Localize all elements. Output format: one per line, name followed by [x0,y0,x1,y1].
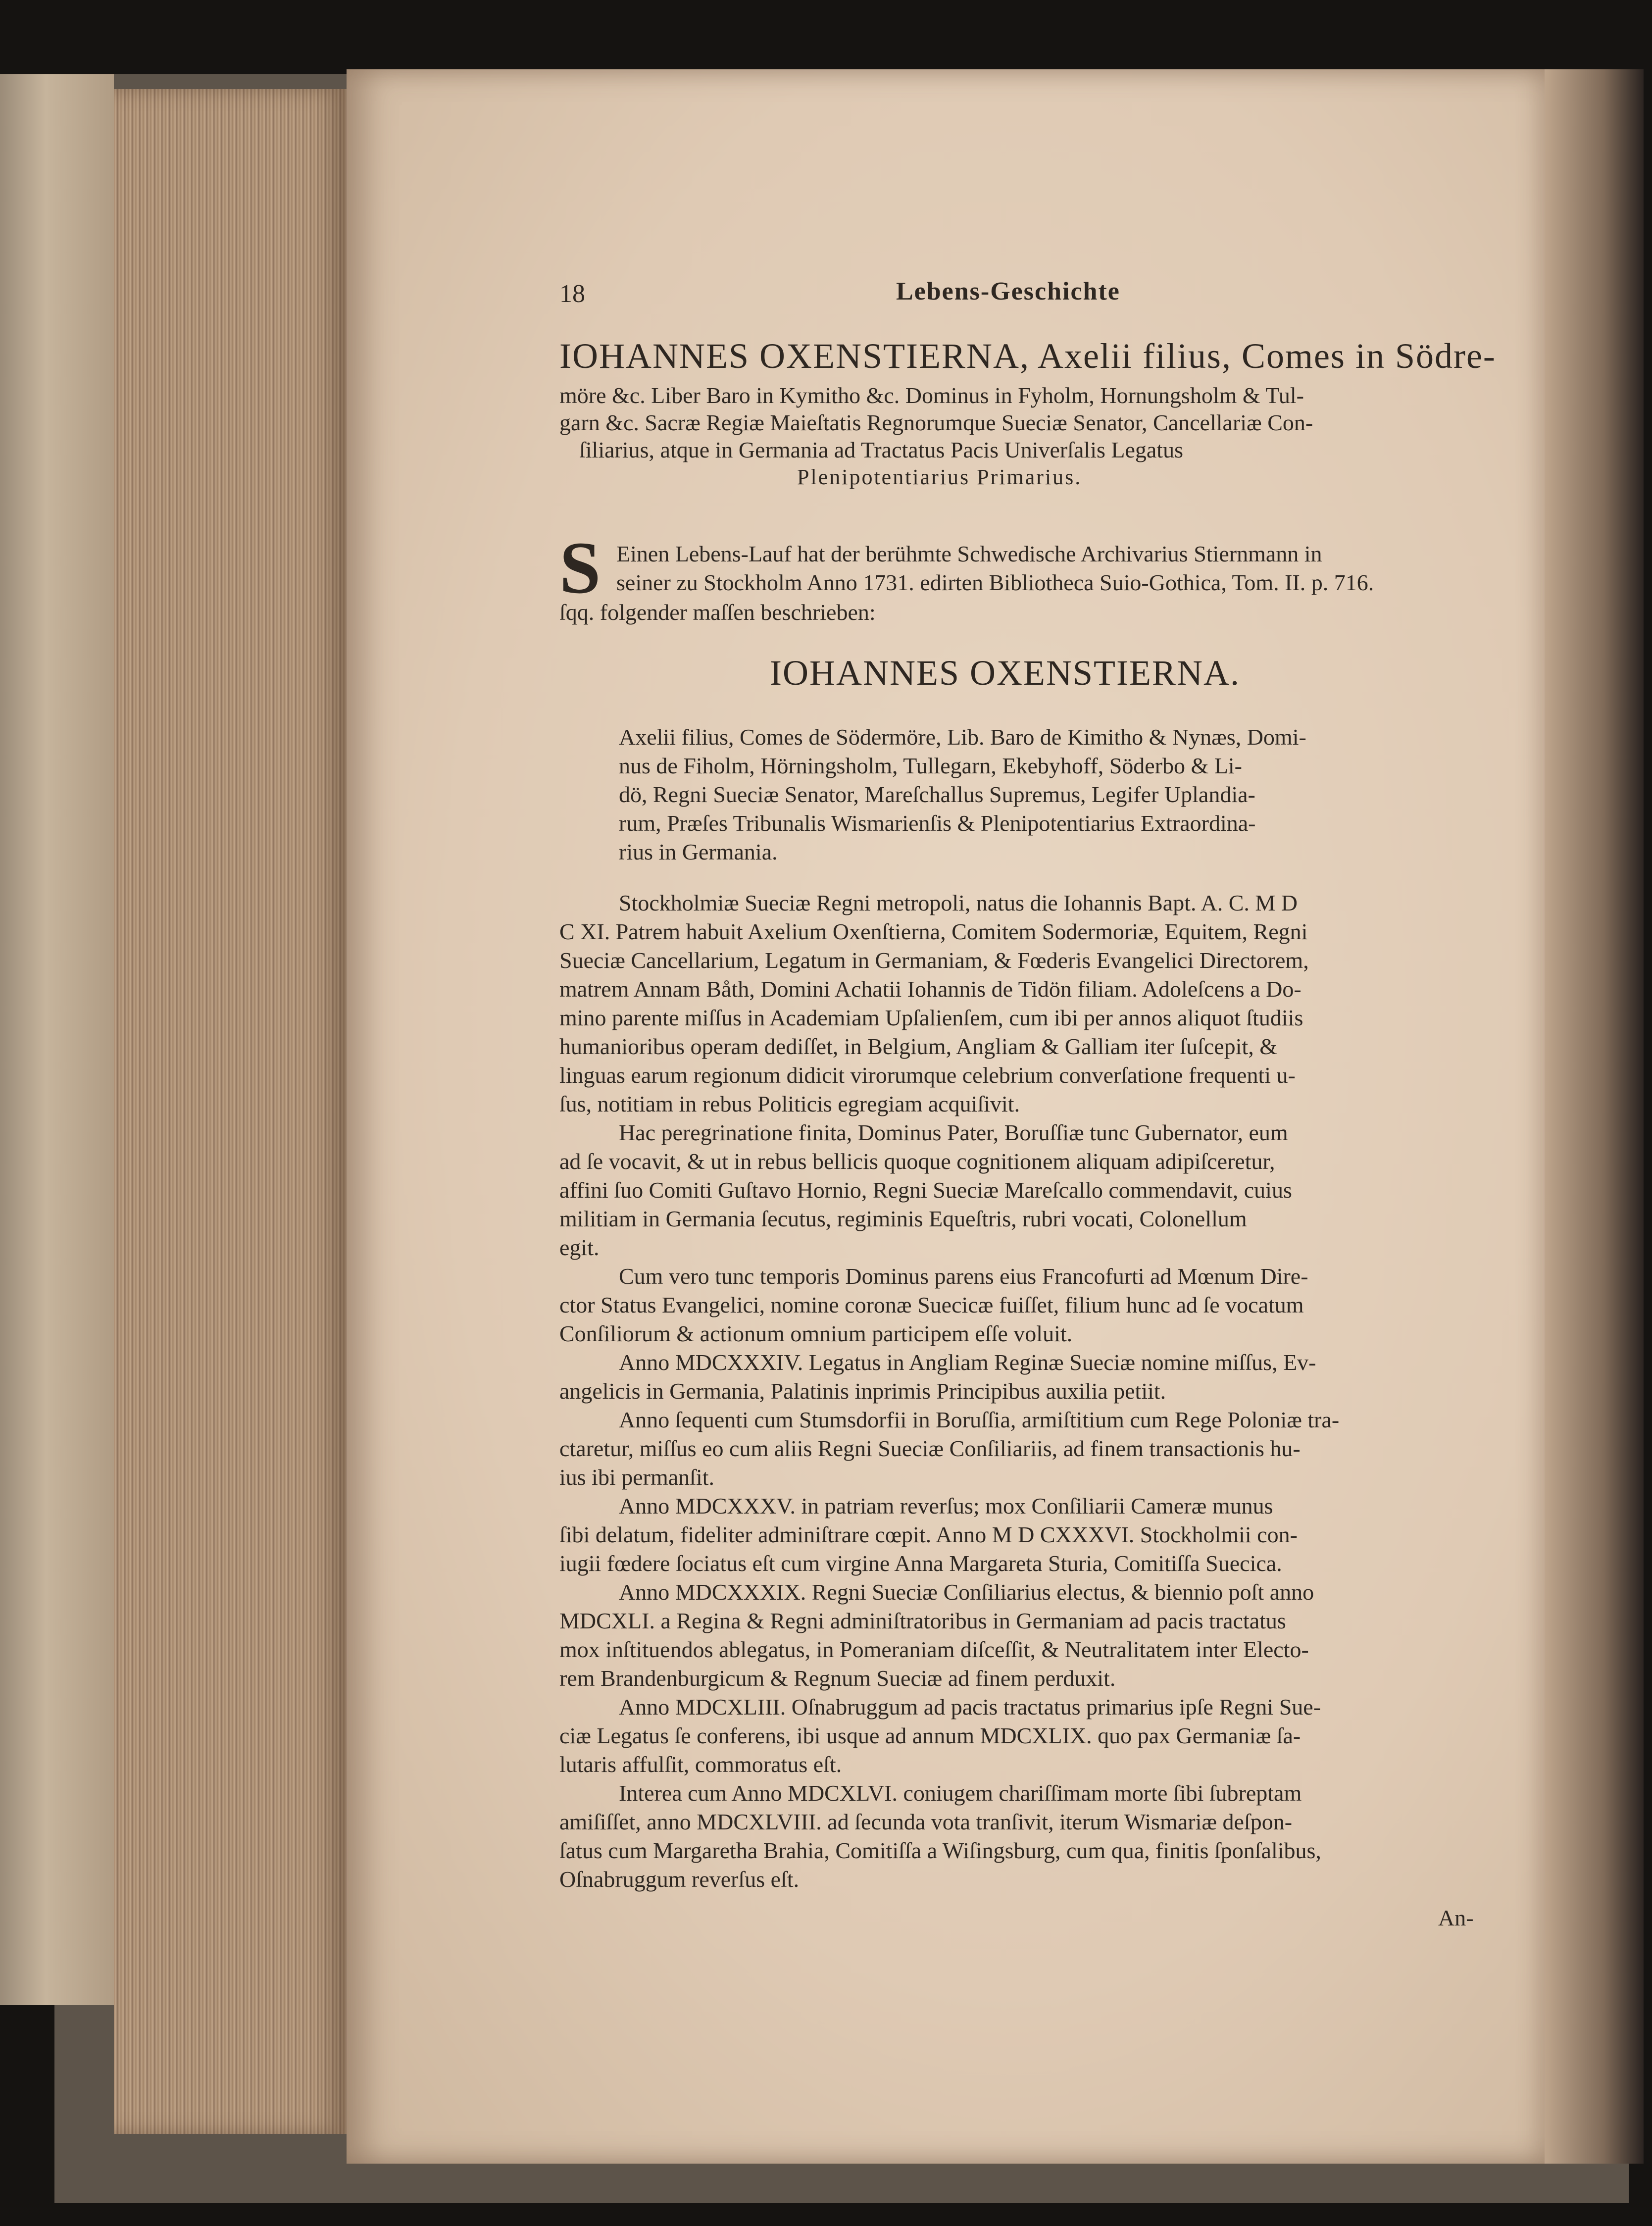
body-line: Anno MDCXLIII. Oſnabruggum ad pacis tractatus primarius ipſe Regni Sue- [619,1694,1321,1720]
body-line: ſus, notitiam in rebus Politicis egregiam acquiſivit. [559,1091,1020,1116]
abstract-line: dö, Regni Sueciæ Senator, Mareſchallus Supremus, Legifer Uplandia- [619,782,1255,807]
body-line: Interea cum Anno MDCXLVI. coniugem chariſſimam morte ſibi ſubreptam [619,1780,1302,1806]
drop-cap: S [559,527,601,609]
body-line: ciæ Legatus ſe conferens, ibi usque ad annum MDCXLIX. quo pax Germaniæ ſa- [559,1723,1301,1748]
body-line: militiam in Germania ſecutus, regiminis Equeſtris, rubri vocati, Colonellum [559,1206,1247,1231]
body-line: mino parente miſſus in Academiam Upſalienſem, cum ibi per annos aliquot ſtudiis [559,1005,1303,1030]
body-line: humanioribus operam dediſſet, in Belgium, Angliam & Galliam iter ſuſcepit, & [559,1034,1278,1059]
catchword: An- [1438,1905,1474,1930]
page-block-edge [114,89,347,2134]
body-line: mox inſtituendos ablegatus, in Pomeraniam diſceſſit, & Neutralitatem inter Electo- [559,1637,1309,1662]
body-line: MDCXLI. a Regina & Regni adminiſtratoribus in Germaniam ad pacis tractatus [559,1608,1286,1633]
body-line: ius ibi permanſit. [559,1465,715,1490]
heading-line-5: Plenipotentiarius Primarius. [797,465,1082,489]
body-line: C XI. Patrem habuit Axelium Oxenſtierna, Comitem Sodermoriæ, Equitem, Regni [559,919,1308,944]
body-line: Oſnabruggum reverſus eſt. [559,1867,800,1892]
body-line: Anno MDCXXXIX. Regni Sueciæ Conſiliarius electus, & biennio poſt anno [619,1579,1314,1605]
body-line: Anno MDCXXXIV. Legatus in Angliam Reginæ Sueciæ nomine miſſus, Ev- [619,1350,1316,1375]
body-line: angelicis in Germania, Palatinis inprimis Principibus auxilia petiit. [559,1378,1166,1404]
body-line: affini ſuo Comiti Guſtavo Hornio, Regni Sueciæ Mareſcallo commendavit, cuius [559,1177,1292,1203]
heading-line-2: möre &c. Liber Baro in Kymitho &c. Dominus in Fyholm, Hornungsholm & Tul- [559,383,1304,408]
body-line: Anno ſequenti cum Stumsdorfii in Boruſſia, armiſtitium cum Rege Poloniæ tra- [619,1407,1340,1432]
body-line: ſatus cum Margaretha Brahia, Comitiſſa a Wiſingsburg, cum qua, finitis ſponſalibus, [559,1838,1321,1863]
body-line: ctor Status Evangelici, nomine coronæ Suecicæ fuiſſet, filium hunc ad ſe vocatum [559,1292,1304,1317]
page-number: 18 [559,280,585,308]
book-gutter [1545,69,1644,2164]
body-line: ſibi delatum, fideliter adminiſtrare cœpit. Anno M D CXXXVI. Stockholmii con- [559,1522,1298,1547]
heading-line-3: garn &c. Sacræ Regiæ Maieſtatis Regnorumque Sueciæ Senator, Cancellariæ Con- [559,410,1313,435]
book-cover-board [0,74,114,2005]
abstract-line: rum, Præſes Tribunalis Wismarienſis & Plenipotentiarius Extraordina- [619,810,1256,836]
heading-line-1: IOHANNES OXENSTIERNA, Axelii filius, Comes in Södre- [559,336,1496,376]
abstract-line: nus de Fiholm, Hörningsholm, Tullegarn, Ekebyhoff, Söderbo & Li- [619,753,1243,778]
body-line: Sueciæ Cancellarium, Legatum in Germaniam, & Fœderis Evangelici Directorem, [559,948,1309,973]
heading-line-4: ſiliarius, atque in Germania ad Tractatus Pacis Univerſalis Legatus [579,437,1183,462]
body-line: amiſiſſet, anno MDCXLVIII. ad ſecunda vota tranſivit, iterum Wismariæ deſpon- [559,1809,1293,1834]
body-line: ad ſe vocavit, & ut in rebus bellicis quoque cognitionem aliquam adipiſceretur, [559,1149,1275,1174]
body-line: Stockholmiæ Sueciæ Regni metropoli, natus die Iohannis Bapt. A. C. M D [619,890,1298,915]
subtitle: IOHANNES OXENSTIERNA. [770,653,1240,693]
intro-line-1: Einen Lebens-Lauf hat der berühmte Schwedische Archivarius Stiernmann in [616,541,1322,566]
body-line: Hac peregrinatione finita, Dominus Pater, Boruſſiæ tunc Gubernator, eum [619,1120,1288,1145]
body-line: ctaretur, miſſus eo cum aliis Regni Sueciæ Conſiliariis, ad finem transactionis hu- [559,1436,1301,1461]
intro-line-3: ſqq. folgender maſſen beschrieben: [559,600,876,625]
body-line: egit. [559,1235,600,1260]
body-line: Cum vero tunc temporis Dominus parens eius Francofurti ad Mœnum Dire- [619,1264,1308,1289]
abstract-line: rius in Germania. [619,839,778,864]
body-line: lutaris affulſit, commoratus eſt. [559,1752,842,1777]
abstract-line: Axelii filius, Comes de Södermöre, Lib. Baro de Kimitho & Nynæs, Domi- [619,724,1306,750]
body-line: rem Brandenburgicum & Regnum Sueciæ ad finem perduxit. [559,1666,1116,1691]
body-line: linguas earum regionum didicit virorumque celebrium converſatione frequenti u- [559,1062,1296,1088]
body-line: Anno MDCXXXV. in patriam reverſus; mox Conſiliarii Cameræ munus [619,1493,1273,1518]
running-head: Lebens-Geschichte [896,277,1120,305]
body-line: Conſiliorum & actionum omnium participem eſſe voluit. [559,1321,1073,1346]
body-line: iugii fœdere ſociatus eſt cum virgine Anna Margareta Sturia, Comitiſſa Suecica. [559,1551,1282,1576]
body-line: matrem Annam Båth, Domini Achatii Iohannis de Tidön filiam. Adoleſcens a Do- [559,976,1302,1002]
intro-line-2: seiner zu Stockholm Anno 1731. edirten Bibliotheca Suio-Gothica, Tom. II. p. 716. [616,570,1374,595]
